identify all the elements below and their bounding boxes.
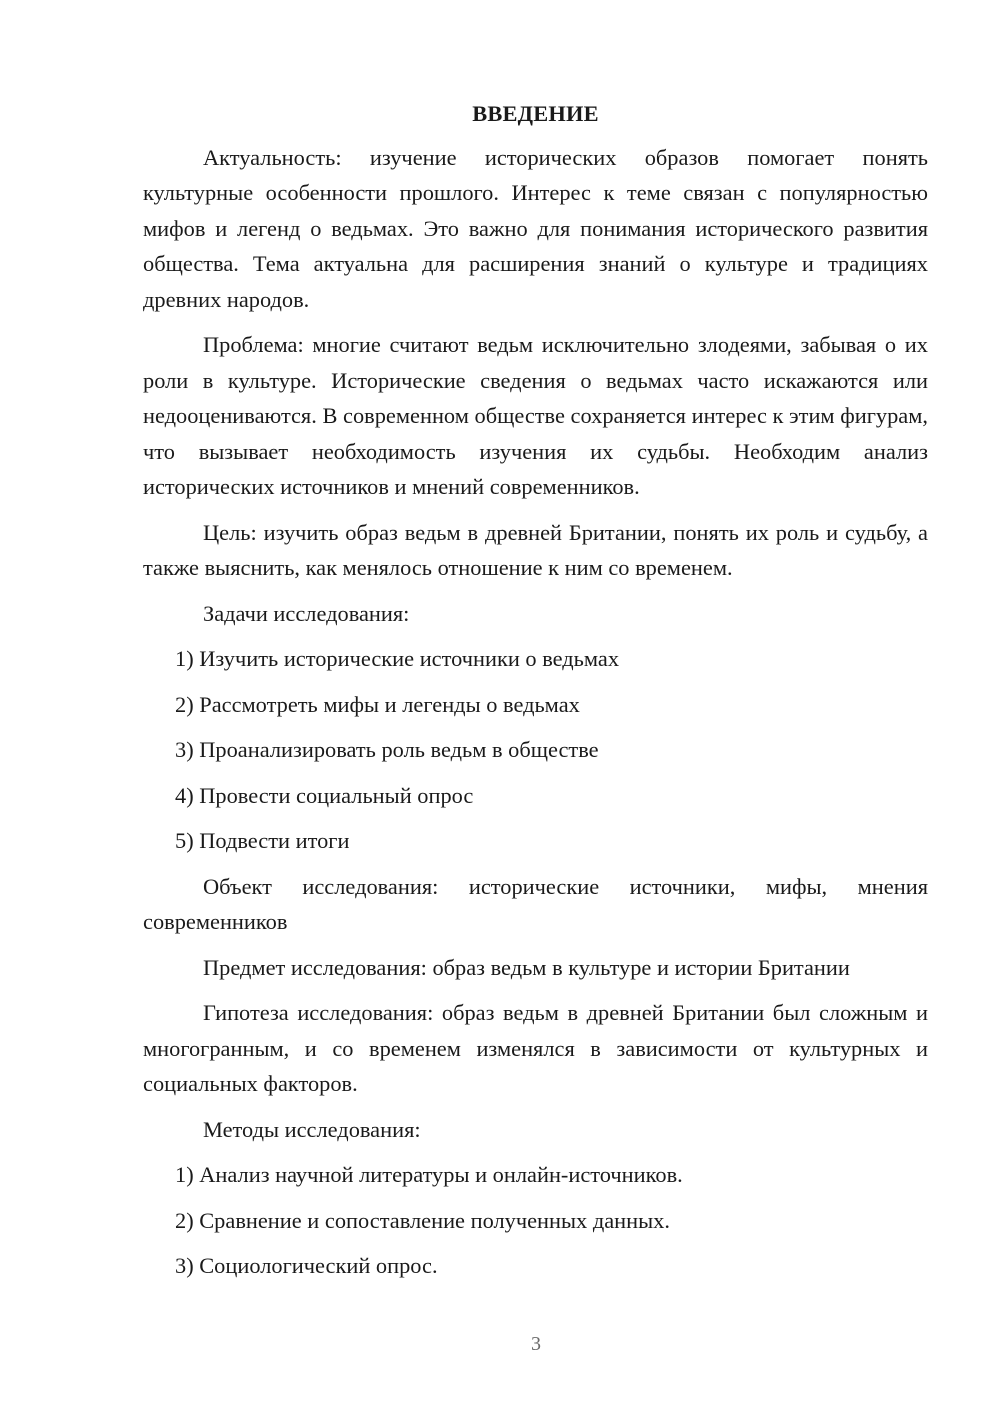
methods-list xyxy=(143,1157,928,1284)
tasks-list-item: 2) Рассмотреть мифы и легенды о ведьмах xyxy=(175,691,580,717)
paragraph-object: Объект исследования: исторические источники, мифы, мнения современников xyxy=(143,873,928,934)
tasks-list xyxy=(143,641,928,859)
tasks-list-item: 4) Провести социальный опрос xyxy=(175,782,474,808)
paragraph-hypothesis: Гипотеза исследования: образ ведьм в древней Британии был сложным и многогранным, и со временем изменялся в зависимости от культурных и социальных факторов. xyxy=(143,1000,928,1096)
page-content xyxy=(143,96,928,1294)
paragraph-actuality: Актуальность: изучение исторических образов помогает понять культурные особенности прошлого. Интерес к теме связан с популярностью мифов и легенд о ведьмах. Это важно для понимания исторического развития общества. Тема актуальна для расширения знаний о культуре и традициях древних народов. xyxy=(143,144,928,312)
page-title: ВВЕДЕНИЕ xyxy=(472,101,599,126)
methods-list-item: 3) Социологический опрос. xyxy=(175,1253,438,1278)
tasks-list-item: 5) Подвести итоги xyxy=(175,828,350,853)
paragraph-goal: Цель: изучить образ ведьм в древней Британии, понять их роль и судьбу, а также выяснить, как менялось отношение к ним со временем. xyxy=(143,519,928,580)
page-number: 3 xyxy=(531,1333,541,1355)
tasks-heading: Задачи исследования: xyxy=(203,600,410,626)
methods-list-item: 2) Сравнение и сопоставление полученных данных. xyxy=(175,1207,670,1233)
tasks-list-item: 3) Проанализировать роль ведьм в обществе xyxy=(175,737,599,762)
paragraph-problem: Проблема: многие считают ведьм исключительно злодеями, забывая о их роли в культуре. Исторические сведения о ведьмах часто искажаются или недооцениваются. В современном обществе сохраняется интерес к этим фигурам, что вызывает необходимость изучения их судьбы. Необходим анализ исторических источников и мнений современников. xyxy=(143,332,928,499)
tasks-list-item: 1) Изучить исторические источники о ведьмах xyxy=(175,646,620,671)
methods-list-item: 1) Анализ научной литературы и онлайн-источников. xyxy=(175,1162,683,1187)
methods-heading: Методы исследования: xyxy=(203,1116,421,1142)
paragraph-subject: Предмет исследования: образ ведьм в культуре и истории Британии xyxy=(203,954,850,980)
